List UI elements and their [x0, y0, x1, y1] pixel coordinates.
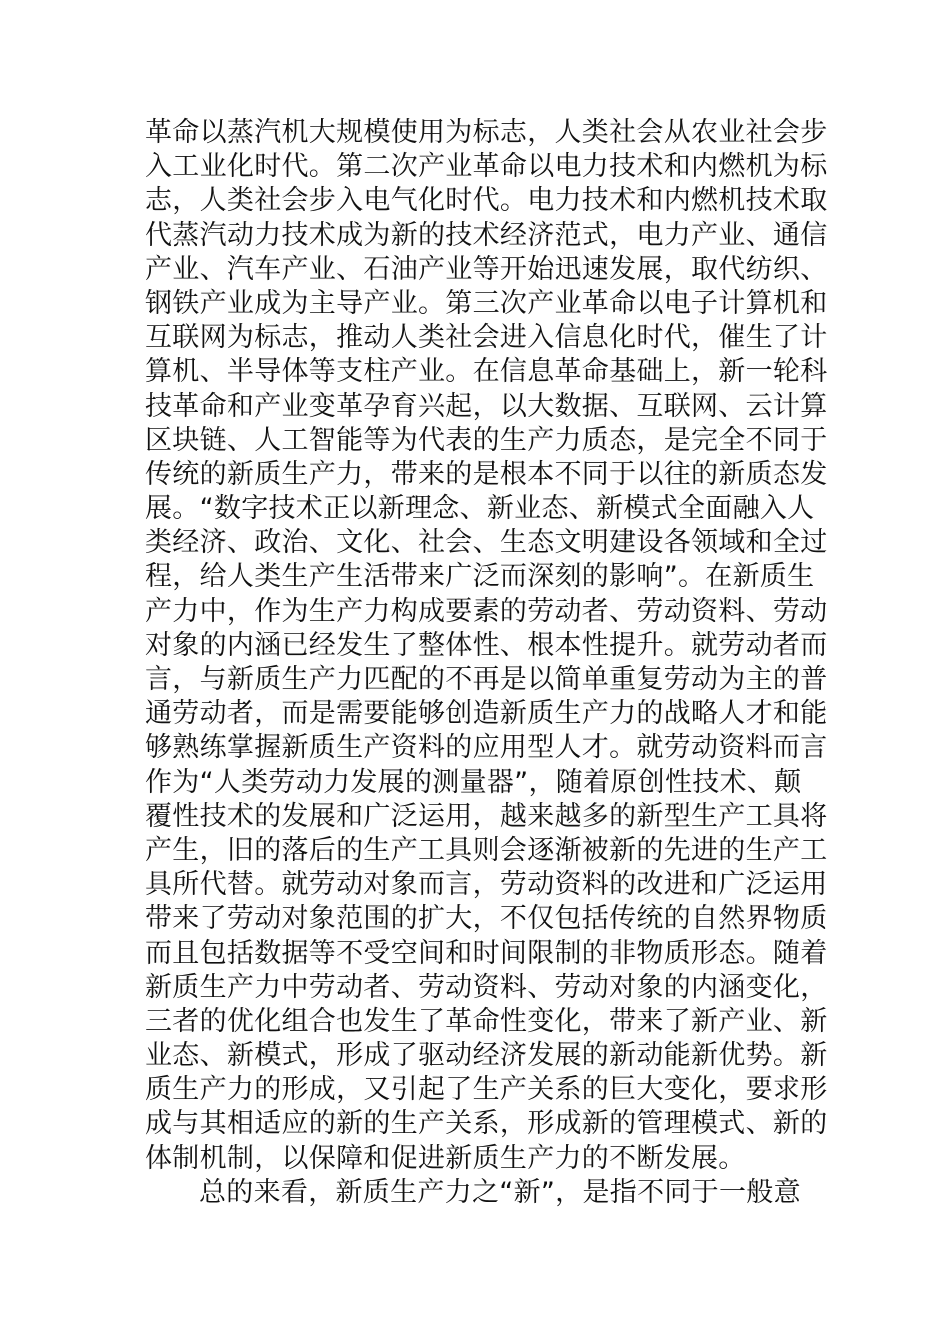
text-line: 产生，旧的落后的生产工具则会逐渐被新的先进的生产工	[145, 834, 828, 866]
text-line: 志，人类社会步入电气化时代。电力技术和内燃机技术取	[145, 185, 828, 217]
text-line: 通劳动者，而是需要能够创造新质生产力的战略人才和能	[145, 698, 828, 730]
text-line: 类经济、政治、文化、社会、生态文明建设各领域和全过	[145, 527, 828, 559]
text-line: 产业、汽车产业、石油产业等开始迅速发展，取代纺织、	[145, 253, 828, 285]
text-line: 入工业化时代。第二次产业革命以电力技术和内燃机为标	[145, 151, 828, 183]
text-line: 覆性技术的发展和广泛运用，越来越多的新型生产工具将	[145, 800, 828, 832]
text-line: 三者的优化组合也发生了革命性变化，带来了新产业、新	[145, 1005, 828, 1037]
text-line: 钢铁产业成为主导产业。第三次产业革命以电子计算机和	[145, 287, 828, 319]
text-line: 具所代替。就劳动对象而言，劳动资料的改进和广泛运用	[145, 869, 828, 901]
text-line: 言，与新质生产力匹配的不再是以简单重复劳动为主的普	[145, 664, 828, 695]
text-line: 展。“数字技术正以新理念、新业态、新模式全面融入人	[145, 493, 815, 525]
text-line: 程，给人类生产生活带来广泛而深刻的影响”。在新质生	[145, 561, 815, 593]
text-line: 技革命和产业变革孕育兴起，以大数据、互联网、云计算	[145, 390, 828, 422]
text-line: 质生产力的形成，又引起了生产关系的巨大变化，要求形	[145, 1074, 828, 1106]
text-line: 成与其相适应的新的生产关系，形成新的管理模式、新的	[145, 1108, 828, 1140]
text-line: 新质生产力中劳动者、劳动资料、劳动对象的内涵变化，	[145, 971, 828, 1003]
text-line: 带来了劳动对象范围的扩大，不仅包括传统的自然界物质	[145, 903, 828, 935]
text-line: 算机、半导体等支柱产业。在信息革命基础上，新一轮科	[145, 356, 828, 388]
body-text	[145, 116, 828, 1210]
text-line: 体制机制，以保障和促进新质生产力的不断发展。	[145, 1142, 746, 1174]
text-line: 够熟练掌握新质生产资料的应用型人才。就劳动资料而言	[145, 732, 828, 764]
text-line: 产力中，作为生产力构成要素的劳动者、劳动资料、劳动	[145, 595, 828, 627]
text-line: 作为“人类劳动力发展的测量器”，随着原创性技术、颠	[145, 766, 802, 798]
text-line: 业态、新模式，形成了驱动经济发展的新动能新优势。新	[145, 1040, 828, 1072]
text-line: 革命以蒸汽机大规模使用为标志，人类社会从农业社会步	[145, 117, 828, 148]
text-line: 代蒸汽动力技术成为新的技术经济范式，电力产业、通信	[145, 219, 828, 251]
text-line: 而且包括数据等不受空间和时间限制的非物质形态。随着	[145, 937, 828, 969]
text-line: 对象的内涵已经发生了整体性、根本性提升。就劳动者而	[145, 629, 828, 661]
text-line: 互联网为标志，推动人类社会进入信息化时代，催生了计	[145, 322, 828, 354]
text-line: 传统的新质生产力，带来的是根本不同于以往的新质态发	[145, 458, 828, 490]
paragraph-start-line: 总的来看，新质生产力之“新”，是指不同于一般意	[199, 1176, 801, 1208]
text-line: 区块链、人工智能等为代表的生产力质态，是完全不同于	[145, 424, 828, 456]
